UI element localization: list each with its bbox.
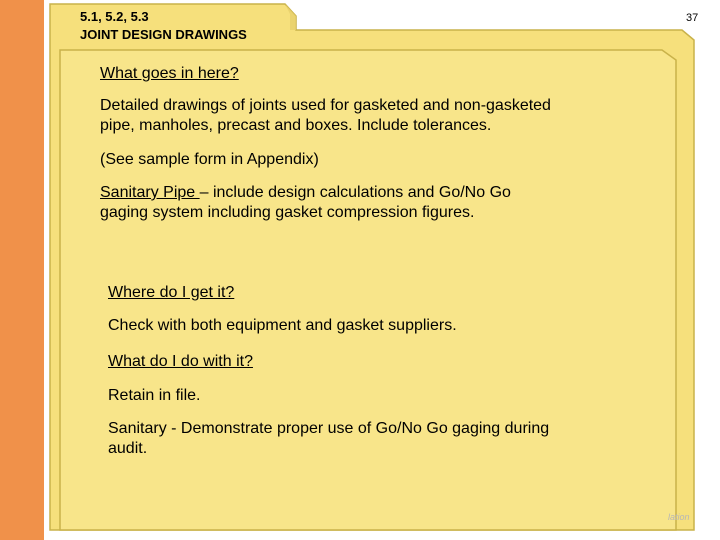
sanitary-pipe-label: Sanitary Pipe	[100, 184, 200, 201]
q3-body1: Retain in file.	[108, 387, 201, 404]
q3-body2-line1: Sanitary - Demonstrate proper use of Go/No Go gaging during	[108, 420, 550, 437]
q1-body1-line1: Detailed drawings of joints used for gasketed and non-gasketed	[100, 97, 551, 114]
sanitary-line1	[100, 183, 511, 203]
q3-body2	[108, 419, 549, 459]
tab-title	[80, 8, 247, 44]
q1-body2: (See sample form in Appendix)	[100, 151, 319, 168]
tab-title-line1: 5.1, 5.2, 5.3	[80, 9, 149, 24]
tab-title-line2: JOINT DESIGN DRAWINGS	[80, 27, 247, 42]
q1-heading: What goes in here?	[100, 65, 239, 82]
sanitary-text-line1: – include design calculations and Go/No Go	[199, 184, 511, 201]
footer-fragment: lation	[668, 512, 690, 522]
q1-body1	[100, 96, 551, 136]
sanitary-text-line2: gaging system including gasket compression figures.	[100, 204, 475, 221]
page-number: 37	[686, 12, 699, 24]
sanitary-pipe-paragraph	[100, 183, 511, 223]
q2-heading: Where do I get it?	[108, 284, 235, 301]
q1-body1-line2: pipe, manholes, precast and boxes. Include tolerances.	[100, 117, 492, 134]
q3-heading: What do I do with it?	[108, 353, 253, 370]
q3-body2-line2: audit.	[108, 440, 148, 457]
q2-body: Check with both equipment and gasket suppliers.	[108, 317, 457, 334]
